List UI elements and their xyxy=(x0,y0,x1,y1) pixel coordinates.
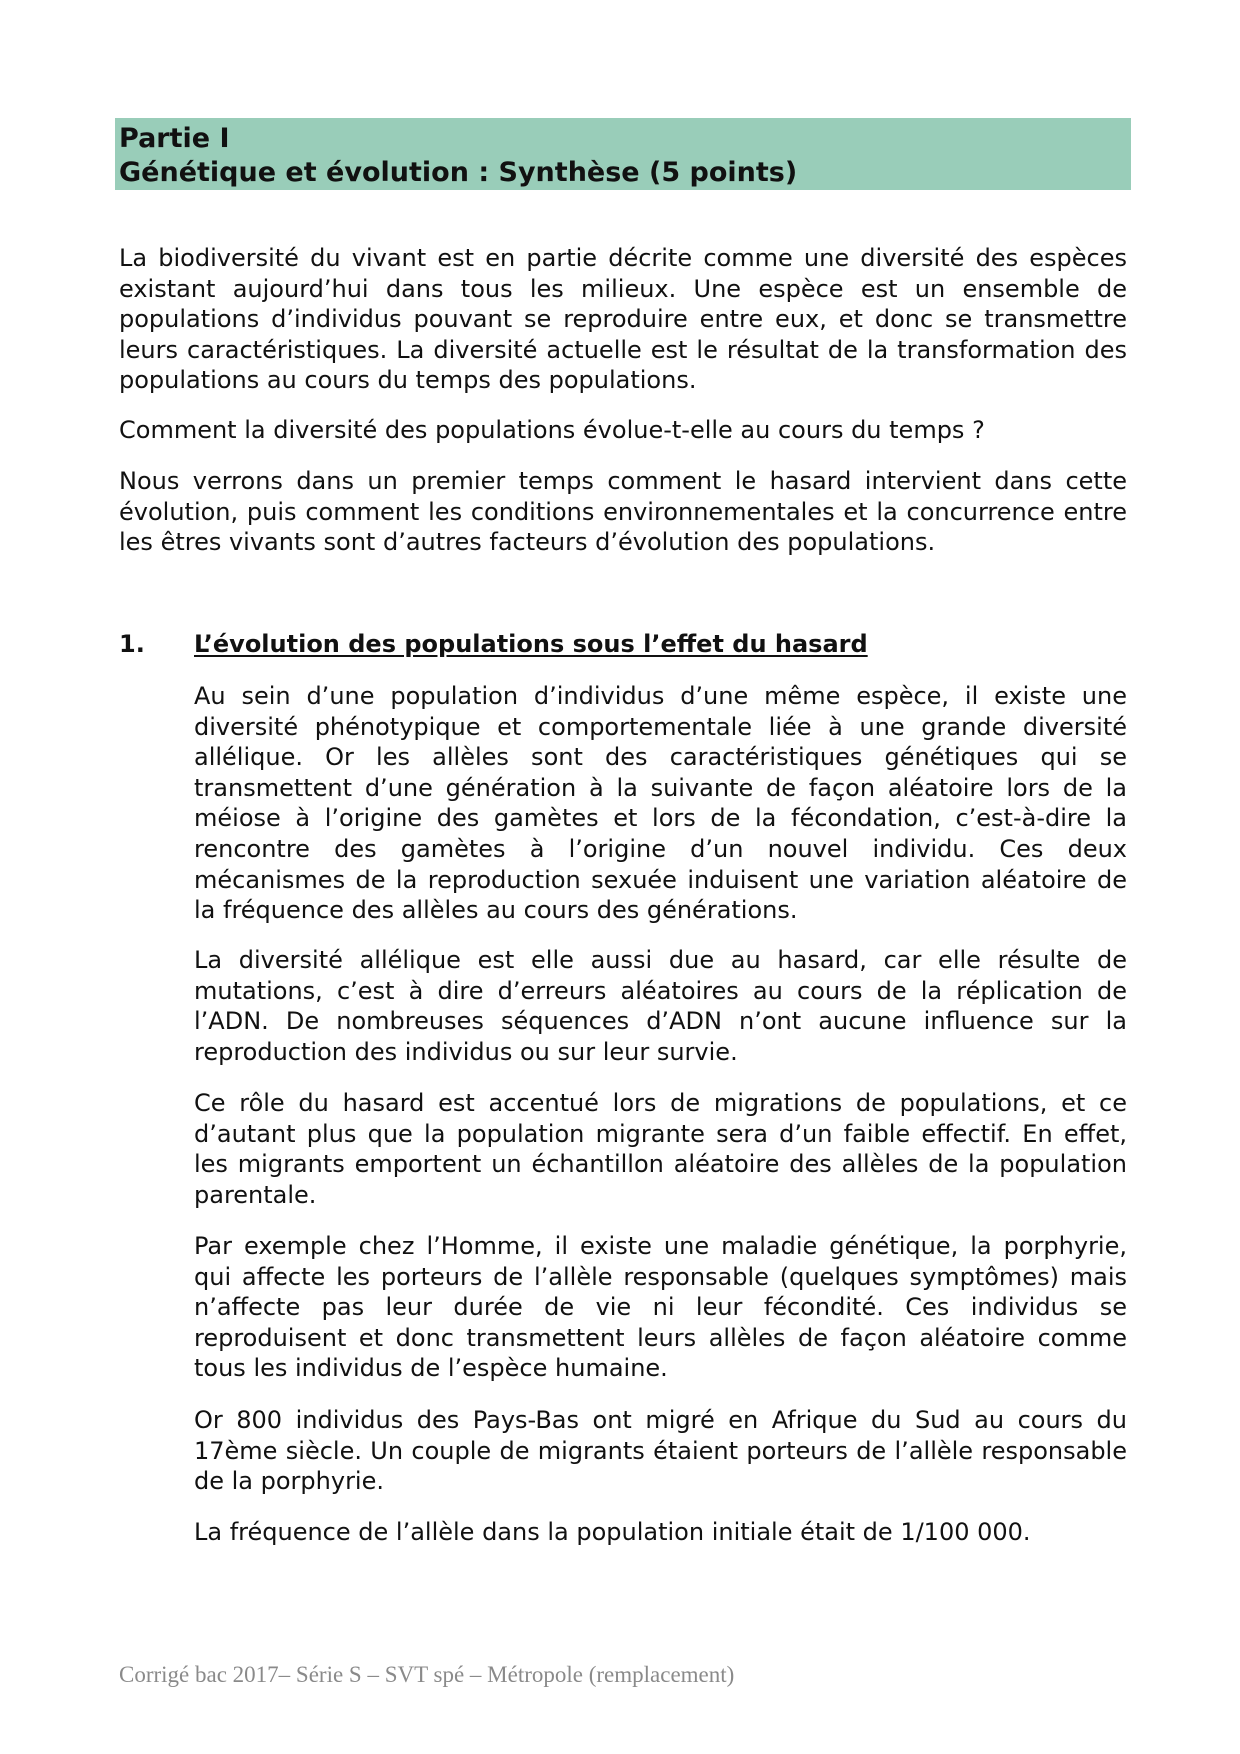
section-number: 1. xyxy=(119,630,145,658)
section-1-paragraph-3: Ce rôle du hasard est accentué lors de migrations de populations, et ce d’autant plus que la population migrante sera d’un faible effectif. En effet, les migrants emportent un échantillon aléatoire des allèles de la population parentale. xyxy=(194,1089,1127,1209)
section-1-paragraph-6: La fréquence de l’allèle dans la population initiale était de 1/100 000. xyxy=(194,1518,1031,1546)
part-title: Partie I xyxy=(119,123,230,154)
part-subtitle: Génétique et évolution : Synthèse (5 points) xyxy=(119,157,798,188)
section-1-paragraph-4: Par exemple chez l’Homme, il existe une maladie génétique, la porphyrie, qui affecte les porteurs de l’allèle responsable (quelques symptômes) mais n’affecte pas leur durée de vie ni leur fécondité. Ces individus se reproduisent et donc transmettent leurs allèles de façon aléatoire comme tous les individus de l’espèce humaine. xyxy=(194,1232,1127,1383)
section-title: L’évolution des populations sous l’effet du hasard xyxy=(194,630,868,658)
intro-plan: Nous verrons dans un premier temps comment le hasard intervient dans cette évolution, puis comment les conditions environnementales et la concurrence entre les êtres vivants sont d’autres facteurs d’évolution des populations. xyxy=(119,467,1127,557)
section-1-paragraph-2: La diversité allélique est elle aussi due au hasard, car elle résulte de mutations, c’est à dire d’erreurs aléatoires au cours de la réplication de l’ADN. De nombreuses séquences d’ADN n’ont aucune influence sur la reproduction des individus ou sur leur survie. xyxy=(194,946,1127,1066)
page-footer: Corrigé bac 2017– Série S – SVT spé – Métropole (remplacement) xyxy=(119,1662,735,1687)
title-banner xyxy=(115,118,1131,190)
section-1-paragraph-5: Or 800 individus des Pays-Bas ont migré en Afrique du Sud au cours du 17ème siècle. Un couple de migrants étaient porteurs de l’allèle responsable de la porphyrie. xyxy=(194,1406,1127,1496)
intro-paragraph: La biodiversité du vivant est en partie décrite comme une diversité des espèces existant aujourd’hui dans tous les milieux. Une espèce est un ensemble de populations d’individus pouvant se reproduire entre eux, et donc se transmettre leurs caractéristiques. La diversité actuelle est le résultat de la transformation des populations au cours du temps des populations. xyxy=(119,244,1127,395)
section-1-paragraph-1: Au sein d’une population d’individus d’une même espèce, il existe une diversité phénotypique et comportementale liée à une grande diversité allélique. Or les allèles sont des caractéristiques génétiques qui se transmettent d’une génération à la suivante de façon aléatoire lors de la méiose à l’origine des gamètes et lors de la fécondation, c’est-à-dire la rencontre des gamètes à l’origine d’un nouvel individu. Ces deux mécanismes de la reproduction sexuée induisent une variation aléatoire de la fréquence des allèles au cours des générations. xyxy=(194,682,1127,925)
intro-question: Comment la diversité des populations évolue-t-elle au cours du temps ? xyxy=(119,416,985,444)
section-1-heading xyxy=(119,629,868,659)
